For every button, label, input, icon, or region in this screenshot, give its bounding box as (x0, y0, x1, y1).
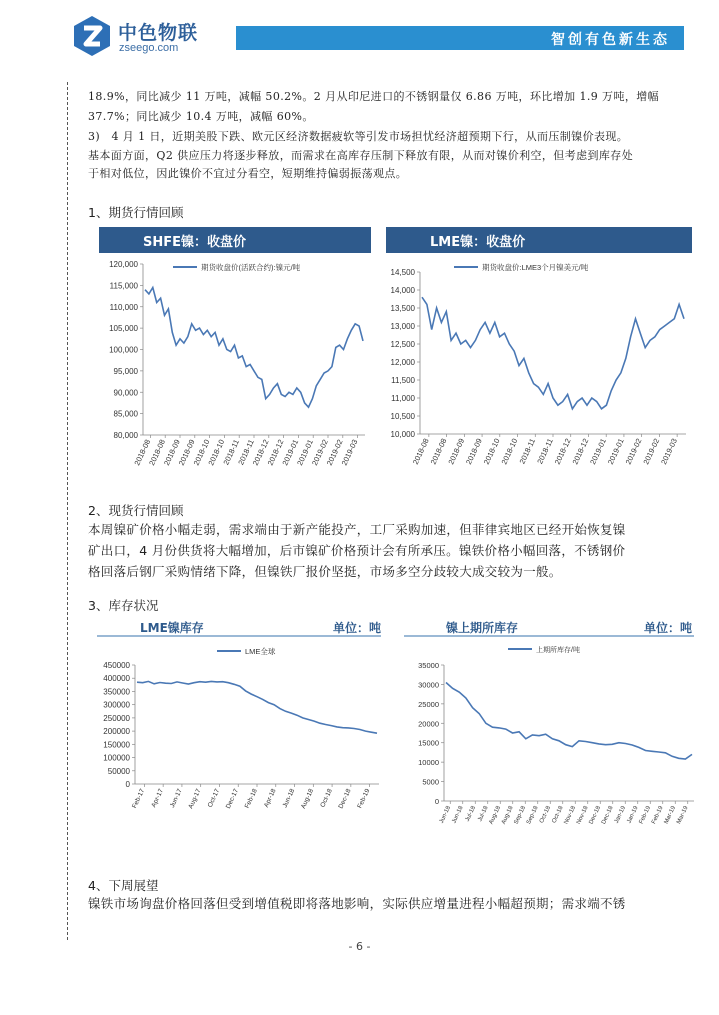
shfe-chart-title: SHFE镍：收盘价 (143, 235, 247, 250)
intro-line-4: 基本面方面，Q2 供应压力将逐步释放，而需求在高库存压制下释放有限，从而对镍价利空，但考虑到库存处 (88, 149, 634, 162)
lme-chart-title: LME镍：收盘价 (430, 235, 526, 250)
x-tick-label: Feb-19 (356, 787, 372, 810)
spot-line-1: 本周镍矿价格小幅走弱，需求端由于新产能投产，工厂采购加速，但菲律宾地区已经开始恢复镍 (88, 522, 626, 537)
legend-label: 上期所库存/吨 (536, 647, 580, 654)
x-tick-label: Feb-19 (638, 805, 653, 826)
x-tick-label: 2018-08 (132, 438, 153, 467)
y-tick-label: 200000 (103, 727, 130, 737)
x-tick-label: 2019-02 (623, 437, 644, 466)
x-tick-label: 2019-03 (659, 437, 679, 466)
x-tick-label: Aug-18 (299, 787, 316, 810)
x-tick-label: Oct-18 (319, 787, 334, 809)
y-tick-label: 0 (125, 780, 130, 789)
x-tick-label: Feb-19 (651, 805, 665, 826)
x-tick-label: Aug-18 (500, 805, 515, 826)
x-tick-label: Sep-18 (513, 805, 528, 826)
shfe-chart-header (99, 227, 371, 253)
x-tick-label: 2018-11 (535, 437, 555, 466)
x-tick-label: 2018-11 (517, 437, 538, 466)
x-tick-label: Mar-19 (676, 805, 690, 826)
x-tick-label: Jun-17 (168, 787, 184, 809)
y-tick-label: 20000 (418, 719, 439, 729)
y-tick-label: 14,000 (390, 286, 415, 295)
x-tick-label: 2019-03 (339, 438, 360, 467)
intro-line-3: 3) 4 月 1 日，近期美股下跌、欧元区经济数据疲软等引发市场担忧经济超预期下行，从而压制镍价表现。 (88, 130, 629, 143)
y-tick-label: 100,000 (109, 345, 138, 355)
y-tick-label: 250000 (103, 713, 130, 723)
brand-name-cn: 中色物联 (118, 22, 199, 44)
x-tick-label: Oct-18 (551, 805, 565, 825)
x-tick-label: 2018-08 (147, 438, 168, 467)
x-tick-label: Jan-19 (626, 805, 640, 825)
x-tick-label: Jun-18 (438, 805, 453, 825)
lme-inventory-unit: 单位：吨 (333, 621, 382, 635)
spot-line-2: 矿出口，4 月份供货将大幅增加，后市镍矿价格预计会有所承压。镍铁价格小幅回落，不锈钢价 (88, 543, 626, 558)
legend-label: 期货收盘价:LME3个月镍美元/吨 (482, 263, 589, 272)
lme-inventory-chart (97, 640, 383, 830)
y-tick-label: 35000 (418, 661, 439, 670)
y-tick-label: 300000 (103, 700, 130, 710)
y-tick-label: 85,000 (113, 409, 138, 419)
y-tick-label: 13,500 (390, 304, 415, 313)
x-tick-label: Jan-19 (613, 805, 628, 825)
shfe-inventory-title: 镍上期所库存 (446, 621, 519, 635)
intro-line-1: 18.9%，同比减少 11 万吨，减幅 50.2%。2 月从印尼进口的不锈钢量仅 6.86 万吨，环比增加 1.9 万吨，增幅 (88, 90, 660, 103)
x-tick-label: 2018-09 (176, 438, 197, 467)
section-outlook-title: 4、下周展望 (88, 878, 159, 893)
slogan-text: 智创有色新生态 (551, 32, 670, 48)
zseego-logo-icon (70, 14, 114, 58)
x-tick-label: Jul-18 (477, 805, 490, 823)
series-line (137, 681, 377, 733)
lme-inventory-rule (97, 635, 381, 637)
x-tick-label: Oct-17 (206, 787, 222, 809)
x-tick-label: Nov-18 (575, 805, 590, 826)
intro-line-5: 于相对低位，因此镍价不宜过分看空，短期维持偏弱振荡观点。 (88, 167, 408, 180)
x-tick-label: 2018-08 (428, 437, 449, 466)
y-tick-label: 0 (434, 797, 439, 806)
x-tick-label: Sep-18 (525, 805, 540, 826)
y-tick-label: 13,000 (390, 322, 415, 331)
shfe-inventory-rule (404, 635, 694, 637)
intro-line-2: 37.7%；同比减少 10.4 万吨，减幅 60%。 (88, 110, 314, 123)
y-tick-label: 11,000 (391, 394, 415, 403)
x-tick-label: Dec-18 (337, 787, 353, 810)
section-spot-title: 2、现货行情回顾 (88, 503, 184, 518)
x-tick-label: 2018-11 (221, 438, 242, 467)
x-tick-label: Jun-18 (451, 805, 465, 825)
x-tick-label: Aug-17 (187, 787, 203, 810)
y-tick-label: 11,500 (391, 376, 415, 385)
y-tick-label: 15000 (418, 738, 439, 748)
y-tick-label: 80,000 (113, 431, 138, 440)
x-tick-label: Dec-18 (588, 805, 603, 826)
x-tick-label: 2018-09 (162, 438, 182, 467)
y-tick-label: 10,500 (390, 412, 415, 421)
x-tick-label: 2019-01 (588, 437, 609, 466)
x-tick-label: Jul-18 (464, 805, 478, 823)
shfe-inventory-chart (404, 640, 700, 830)
x-tick-label: 2018-12 (265, 438, 286, 467)
x-tick-label: Aug-18 (488, 805, 503, 826)
x-tick-label: 2018-12 (250, 438, 271, 467)
x-tick-label: Feb-18 (243, 787, 259, 810)
y-tick-label: 12,000 (390, 358, 415, 367)
x-tick-label: 2019-02 (641, 437, 662, 466)
x-tick-label: Mar-19 (663, 805, 678, 826)
x-tick-label: Feb-17 (131, 787, 147, 810)
x-tick-label: 2018-10 (499, 437, 520, 466)
lme-inventory-title: LME镍库存 (140, 621, 204, 635)
x-tick-label: 2018-11 (236, 438, 256, 467)
shfe-price-chart (99, 254, 371, 486)
legend-label: LME全球 (245, 647, 276, 656)
y-tick-label: 10000 (418, 758, 439, 768)
x-tick-label: 2018-09 (446, 437, 467, 466)
x-tick-label: Apr-17 (150, 787, 165, 809)
x-tick-label: Nov-18 (563, 805, 578, 826)
x-tick-label: 2018-09 (464, 437, 484, 466)
y-tick-label: 150000 (103, 740, 130, 750)
y-tick-label: 120,000 (109, 260, 138, 269)
x-tick-label: Oct-18 (539, 805, 553, 825)
x-tick-label: 2019-02 (324, 438, 345, 467)
y-tick-label: 450000 (103, 661, 130, 670)
y-tick-label: 110,000 (109, 302, 138, 312)
x-tick-label: Jun-18 (281, 787, 297, 809)
series-line (446, 683, 692, 760)
y-tick-label: 10,000 (390, 430, 415, 439)
x-tick-label: 2019-01 (295, 438, 316, 467)
x-tick-label: 2018-08 (410, 437, 431, 466)
section-inventory-title: 3、库存状况 (88, 598, 159, 613)
page-header (0, 0, 719, 70)
x-tick-label: Dec-18 (600, 805, 615, 826)
series-line (145, 288, 363, 408)
x-tick-label: 2018-12 (570, 437, 591, 466)
x-tick-label: 2019-01 (605, 437, 626, 466)
shfe-inventory-unit: 单位：吨 (644, 621, 693, 635)
x-tick-label: Apr-18 (262, 787, 278, 809)
x-tick-label: 2018-10 (191, 438, 212, 467)
y-tick-label: 12,500 (390, 340, 415, 349)
y-tick-label: 115,000 (109, 281, 138, 291)
x-tick-label: 2018-10 (481, 437, 502, 466)
y-tick-label: 30000 (418, 680, 439, 690)
x-tick-label: 2019-02 (310, 438, 330, 467)
spot-line-3: 格回落后钢厂采购情绪下降，但镍铁厂报价坚挺，市场多空分歧较大成交较为一般。 (88, 564, 562, 579)
y-tick-label: 25000 (418, 699, 439, 709)
y-tick-label: 50000 (107, 766, 130, 776)
series-line (422, 297, 684, 409)
margin-dash-line (67, 82, 68, 940)
brand-domain: zseego.com (119, 42, 179, 54)
x-tick-label: 2018-12 (552, 437, 573, 466)
y-tick-label: 5000 (422, 777, 439, 787)
legend-label: 期货收盘价(活跃合约):镍元/吨 (201, 263, 301, 272)
y-tick-label: 400000 (103, 674, 130, 684)
lme-chart-header (386, 227, 692, 253)
x-tick-label: Dec-17 (224, 787, 241, 810)
page-number: - 6 - (348, 940, 371, 953)
y-tick-label: 100000 (103, 753, 130, 763)
slogan-banner (236, 26, 684, 50)
x-tick-label: 2019-01 (280, 438, 301, 467)
y-tick-label: 95,000 (113, 366, 138, 376)
y-tick-label: 105,000 (109, 324, 138, 334)
lme-price-chart (386, 254, 692, 486)
y-tick-label: 90,000 (113, 388, 138, 398)
y-tick-label: 350000 (103, 687, 130, 697)
section-futures-title: 1、期货行情回顾 (88, 205, 184, 220)
x-tick-label: 2018-10 (206, 438, 227, 467)
y-tick-label: 14,500 (390, 268, 415, 277)
outlook-line-1: 镍铁市场询盘价格回落但受到增值税即将落地影响，实际供应增量进程小幅超预期；需求端不锈 (88, 896, 626, 911)
